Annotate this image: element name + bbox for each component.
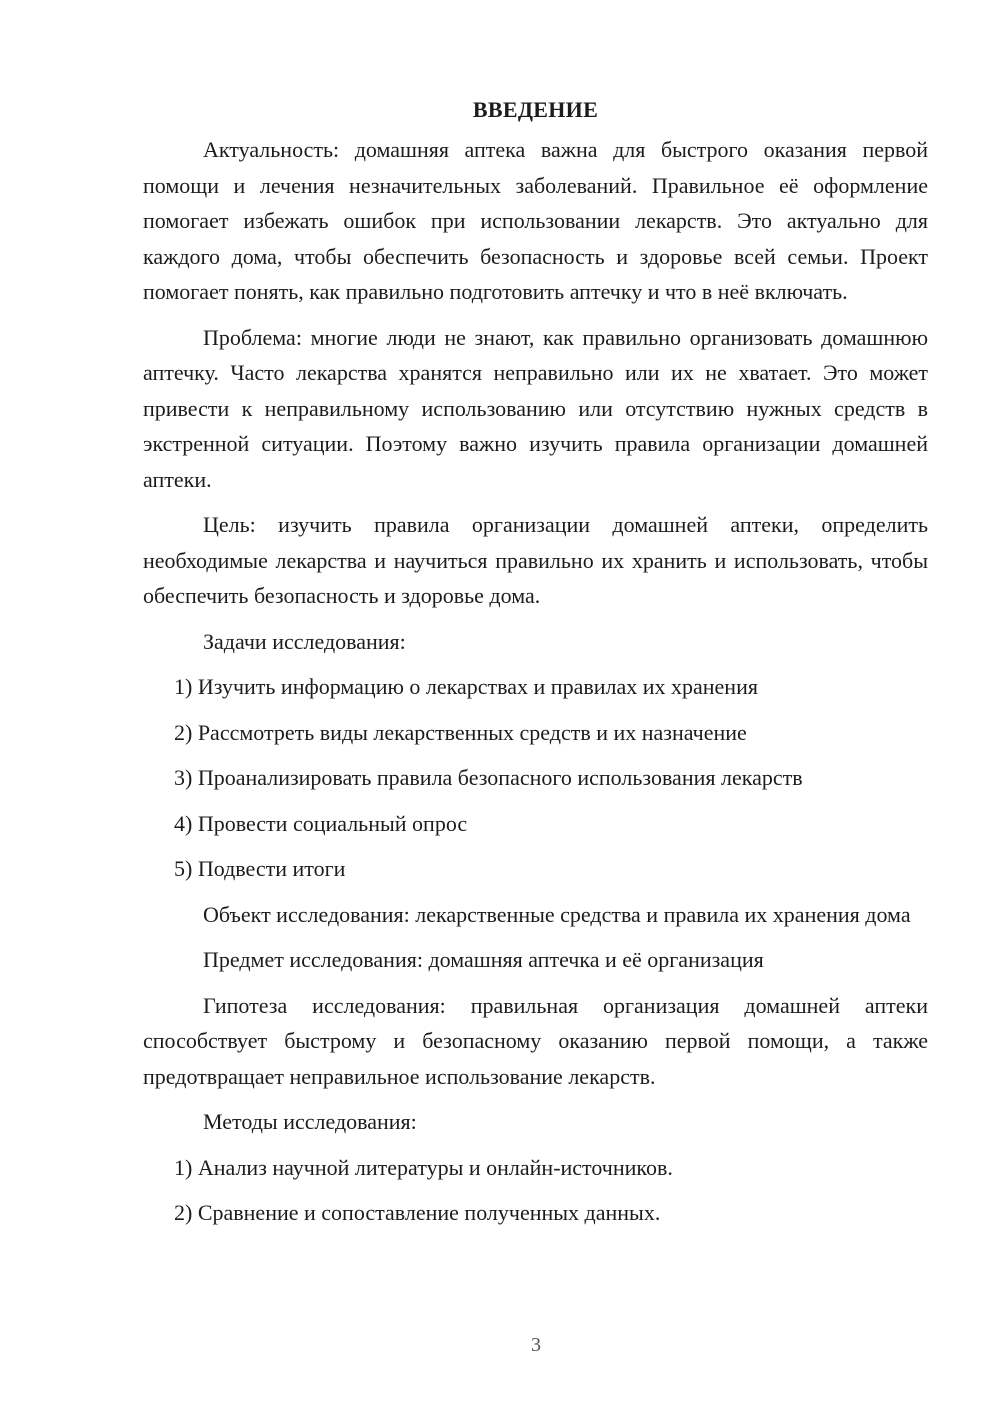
- object-paragraph: Объект исследования: лекарственные средства и правила их хранения дома: [203, 901, 911, 927]
- page-number: 3: [531, 1334, 541, 1356]
- section-title: ВВЕДЕНИЕ: [472, 97, 599, 122]
- hypothesis-paragraph: Гипотеза исследования: правильная организация домашней аптеки способствует быстрому и безопасному оказанию первой помощи, а также предотвращает неправильное использование лекарств.: [143, 992, 928, 1089]
- task-item: 3) Проанализировать правила безопасного использования лекарств: [174, 765, 803, 790]
- goal-paragraph: Цель: изучить правила организации домашней аптеки, определить необходимые лекарства и научиться правильно их хранить и использовать, чтобы обеспечить безопасность и здоровье дома.: [143, 512, 928, 608]
- method-item: 1) Анализ научной литературы и онлайн-источников.: [174, 1154, 673, 1180]
- task-item: 4) Провести социальный опрос: [174, 810, 468, 836]
- method-item: 2) Сравнение и сопоставление полученных данных.: [174, 1200, 661, 1225]
- problem-paragraph: Проблема: многие люди не знают, как правильно организовать домашнюю аптечку. Часто лекарства хранятся неправильно или их не хватает. Это может привести к неправильному использованию или отсутствию нужных средств в экстренной ситуации. Поэтому важно изучить правила организации домашней аптеки.: [143, 324, 928, 492]
- relevance-paragraph: Актуальность: домашняя аптека важна для быстрого оказания первой помощи и лечения незначительных заболеваний. Правильное её оформление помогает избежать ошибок при использовании лекарств. Это актуально для каждого дома, чтобы обеспечить безопасность и здоровье всей семьи. Проект помогает понять, как правильно подготовить аптечку и что в неё включать.: [143, 137, 928, 304]
- task-item: 1) Изучить информацию о лекарствах и правилах их хранения: [174, 674, 758, 699]
- task-item: 2) Рассмотреть виды лекарственных средств и их назначение: [174, 719, 747, 745]
- methods-heading: Методы исследования:: [203, 1109, 417, 1134]
- tasks-heading: Задачи исследования:: [203, 628, 406, 654]
- subject-paragraph: Предмет исследования: домашняя аптечка и её организация: [203, 947, 764, 972]
- task-item: 5) Подвести итоги: [174, 856, 346, 881]
- document-page: [143, 96, 928, 1241]
